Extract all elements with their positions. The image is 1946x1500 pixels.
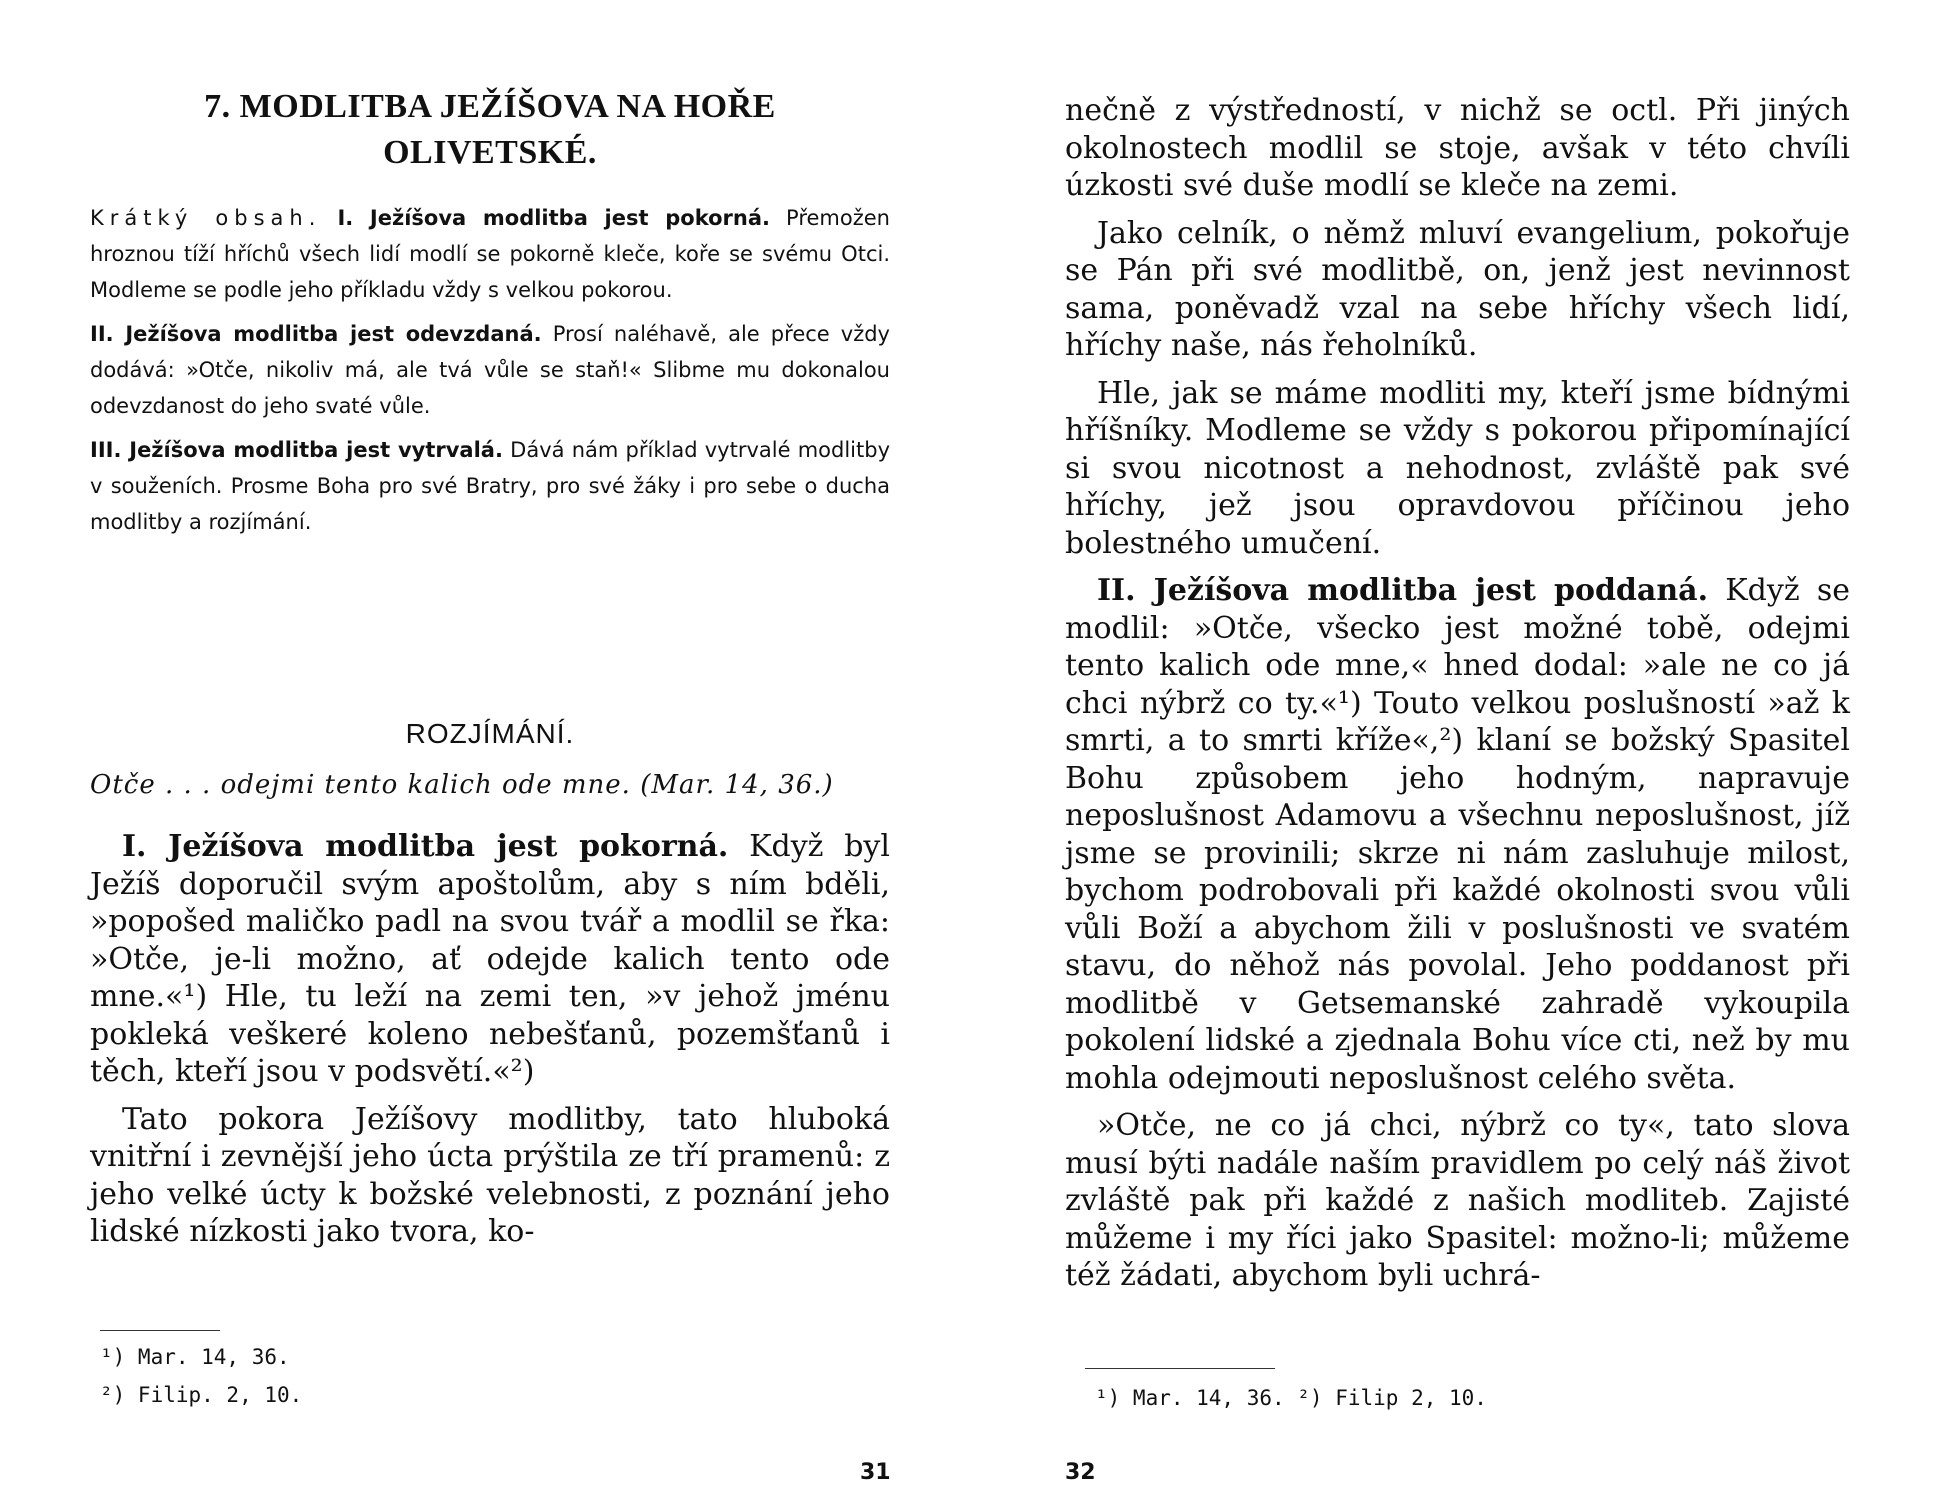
left-page — [90, 0, 895, 1500]
paragraph-lead: II. Ježíšova modlitba jest poddaná. — [1097, 573, 1709, 608]
body-paragraph — [1065, 572, 1850, 1097]
footnotes: ¹) Mar. 14, 36. ²) Filip 2, 10. — [1095, 1386, 1487, 1410]
paragraph-text: Když se modlil: »Otče, všecko jest možné tobě, odejmi tento kalich ode mne,« hned dodal: »ale ne co já chci nýbrž co ty.«¹) Touto velkou poslušností »až k smrti, a to smrti kříže«,²) klaní se božský Spasitel Bohu způsobem jeho hodným, napravuje neposlušnost Adamovu a všechnu neposlušnost, jíž jsme se provinili; skrze ni nám zasluhuje milost, bychom podrobovali při každé okolnosti svou vůli vůli Boží a abychom žili v poslušnosti ve svatém stavu, do něhož nás povolal. Jeho poddanost při modlitbě v Getsemanské zahradě vykoupila pokolení lidské a zjednala Bohu více cti, než by mu mohla odejmouti neposlušnost celého světa. — [1065, 573, 1850, 1096]
epigraph: Otče . . . odejmi tento kalich ode mne. (Mar. 14, 36.) — [90, 770, 834, 800]
summary-lead-2: II. Ježíšova modlitba jest odevzdaná. — [90, 322, 542, 346]
summary-text-2: Prosí naléhavě, ale přece vždy dodává: »Otče, nikoliv má, ale tvá vůle se staň!« Slibme mu dokonalou odevzdanost do jeho svaté vůle. — [90, 322, 890, 418]
body-paragraph — [90, 828, 890, 1091]
paragraph-text: Když byl Ježíš doporučil svým apoštolům, aby s ním bděli, »popošed maličko padl na svou tvář a modlil se řka: »Otče, je-li možno, ať odejde kalich tento ode mne.«¹) Hle, tu leží na zemi ten, »v jehož jménu pokleká veškeré koleno nebešťanů, pozemšťanů i těch, kteří jsou v podsvětí.«²) — [90, 829, 890, 1089]
chapter-title: 7. MODLITBA JEŽÍŠOVA NA HOŘE OLIVETSKÉ. — [204, 88, 776, 171]
summary-lead-1: I. Ježíšova modlitba jest pokorná. — [337, 206, 770, 230]
summary-lead-3: III. Ježíšova modlitba jest vytrvalá. — [90, 438, 503, 462]
right-page — [1065, 0, 1855, 1500]
footnotes — [100, 1338, 302, 1414]
summary-text-3: Dává nám příklad vytrvalé modlitby v souženích. Prosme Boha pro své Bratry, pro své žáky i pro sebe o ducha modlitby a rozjímání. — [90, 438, 890, 534]
summary-paragraph-1 — [90, 200, 890, 308]
summary-label: Krátký obsah. — [90, 206, 322, 230]
summary-text-1: Přemožen hroznou tíží hříchů všech lidí modlí se pokorně kleče, koře se svému Otci. Modleme se podle jeho příkladu vždy s velkou pokorou. — [90, 206, 890, 302]
paragraph-lead: I. Ježíšova modlitba jest pokorná. — [122, 829, 729, 864]
body-paragraph: Jako celník, o němž mluví evangelium, pokořuje se Pán při své modlitbě, on, jenž jest nevinnost sama, poněvadž vzal na sebe hříchy všech lidí, hříchy naše, nás řeholníků. — [1065, 215, 1850, 363]
body-paragraph: »Otče, ne co já chci, nýbrž co ty«, tato slova musí býti nadále naším pravidlem po celý náš život zvláště pak při každé z našich modliteb. Zajisté můžeme i my říci jako Spasitel: možno-li; můžeme též žádati, abychom byli uchrá- — [1065, 1108, 1850, 1293]
page-number: 31 — [860, 1460, 891, 1485]
right-body-text — [1065, 92, 1850, 1305]
chapter-summary — [90, 200, 890, 548]
body-paragraph: nečně z výstředností, v nichž se octl. Při jiných okolnostech modlil se stoje, avšak v této chvíli úzkosti své duše modlí se kleče na zemi. — [1065, 93, 1850, 203]
body-paragraph: Tato pokora Ježíšovy modlitby, tato hluboká vnitřní i zevnější jeho úcta prýštila ze tří pramenů: z jeho velké úcty k božské velebnosti, z poznání jeho lidské nízkosti jako tvora, ko- — [90, 1101, 890, 1249]
footnote: ¹) Mar. 14, 36. — [100, 1345, 290, 1369]
footnote: ²) Filip. 2, 10. — [100, 1383, 303, 1407]
body-paragraph: Hle, jak se máme modliti my, kteří jsme bídnými hříšníky. Modleme se vždy s pokorou připomínající si svou nicotnost a nehodnost, zvláště pak své hříchy, jež jsou opravdovou příčinou jeho bolestného umučení. — [1065, 375, 1850, 561]
section-heading: ROZJÍMÁNÍ. — [405, 718, 575, 749]
page-number: 32 — [1065, 1460, 1096, 1485]
summary-paragraph-2 — [90, 316, 890, 424]
footnote-rule — [100, 1330, 220, 1331]
footnote-rule — [1085, 1368, 1275, 1369]
left-body-text — [90, 828, 890, 1261]
summary-paragraph-3 — [90, 432, 890, 540]
